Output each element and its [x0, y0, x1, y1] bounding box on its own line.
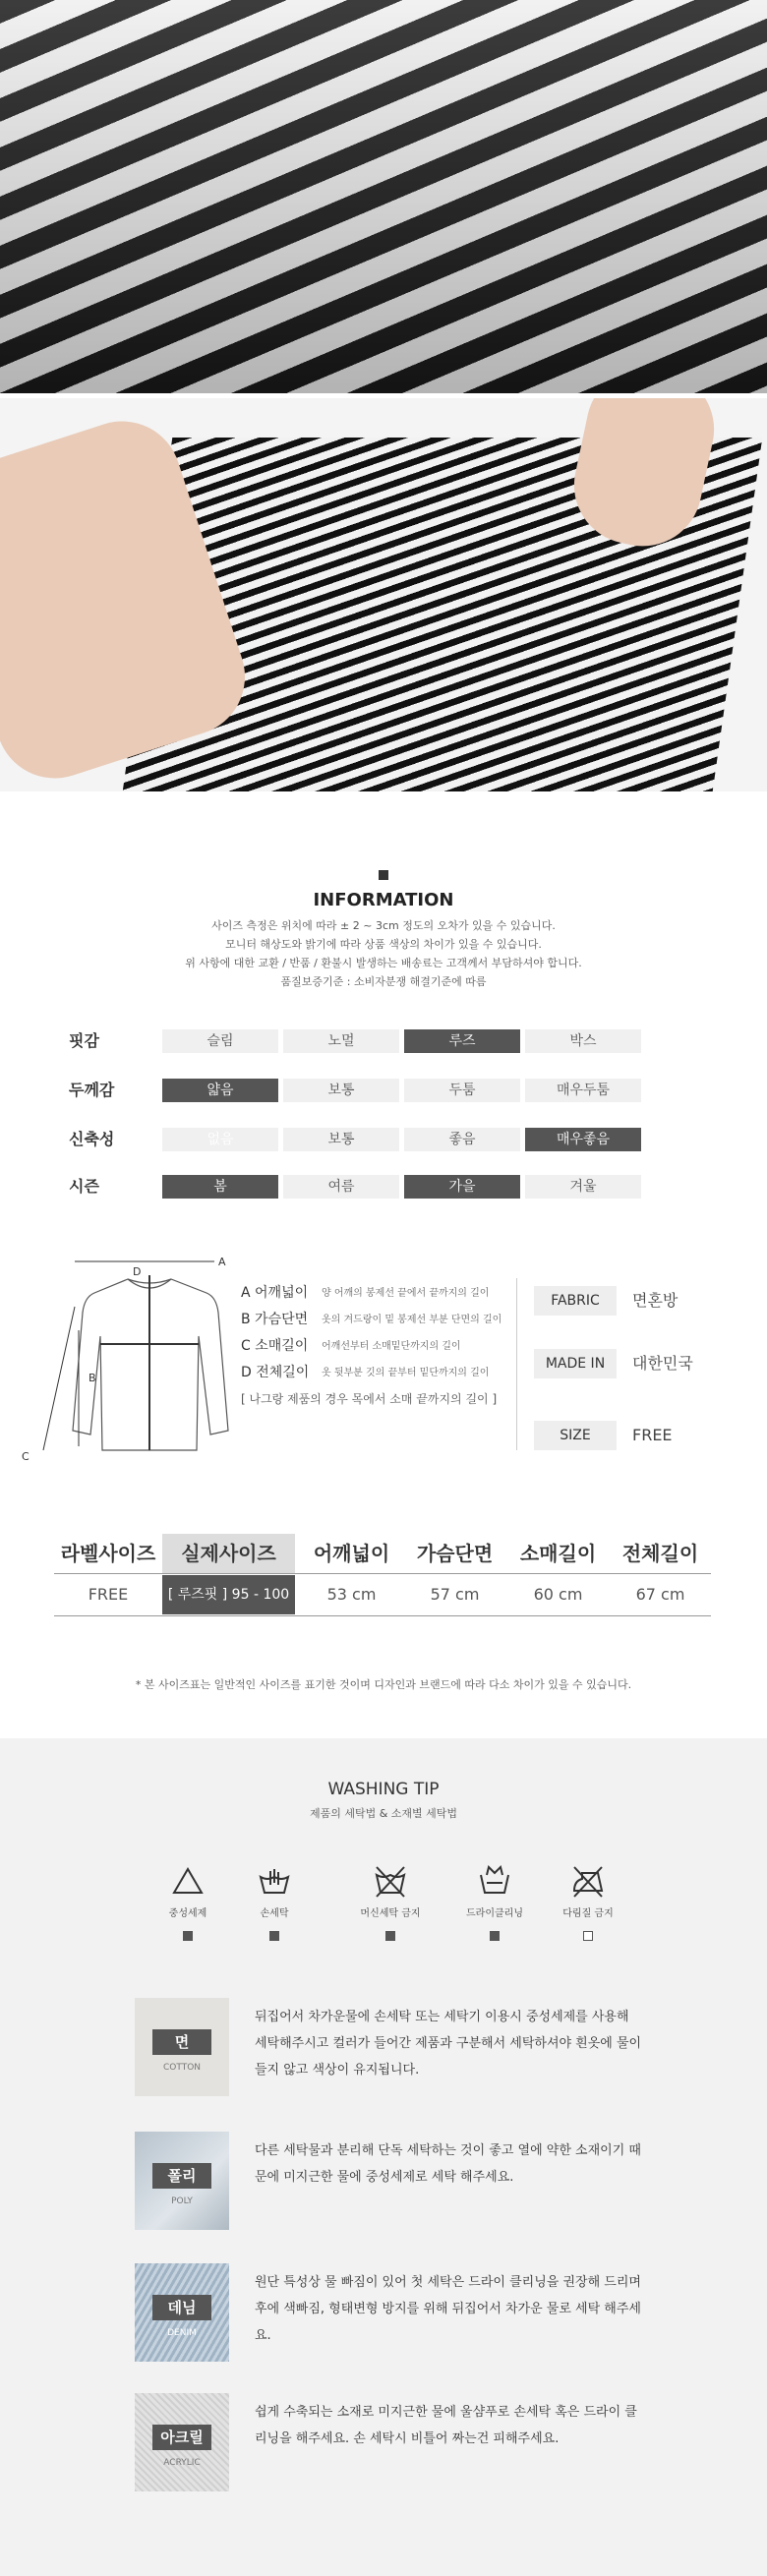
- measurement-legend: [241, 1278, 516, 1407]
- measurement-desc: 옷 뒷부분 깃의 끝부터 밑단까지의 길이: [322, 1368, 490, 1378]
- wash-item: [220, 1863, 328, 1941]
- spec-key: SIZE: [534, 1421, 617, 1450]
- material-denim: [135, 2263, 641, 2362]
- no-iron-icon: [568, 1863, 608, 1899]
- fabric-stretch-photo: [0, 398, 767, 791]
- wash-label: 중성세제: [168, 1908, 207, 1919]
- material-badge: 데님: [152, 2295, 211, 2320]
- feature-label: 핏감: [69, 1031, 99, 1050]
- measurement-item: [241, 1358, 516, 1384]
- material-en: DENIM: [167, 2328, 197, 2338]
- dry-clean-icon: [475, 1863, 514, 1899]
- size-cell: 60 cm: [533, 1585, 583, 1604]
- wash-label: 드라이클리닝: [466, 1908, 523, 1919]
- tub-icon: [168, 1863, 207, 1899]
- material-en: ACRYLIC: [163, 2458, 201, 2468]
- measurement-key: B 가슴단면: [241, 1311, 309, 1327]
- feature-label: 시즌: [69, 1177, 99, 1196]
- spec-value: 면혼방: [632, 1291, 678, 1310]
- size-cell: FREE: [88, 1585, 129, 1604]
- material-cotton: [135, 1998, 642, 2096]
- feature-option: 슬림: [162, 1029, 278, 1053]
- measurement-item: [241, 1278, 516, 1305]
- info-notes: [0, 916, 767, 991]
- feature-option: 매우두툼: [525, 1079, 641, 1102]
- size-header-cell: 소매길이: [519, 1542, 597, 1565]
- feature-option: 좋음: [404, 1128, 520, 1151]
- measurement-desc: 어깨선부터 소매밑단까지의 길이: [322, 1341, 461, 1352]
- material-swatch: [135, 2393, 229, 2491]
- wash-item: [336, 1863, 444, 1941]
- size-header-cell: 가슴단면: [416, 1542, 494, 1565]
- material-en: POLY: [171, 2196, 193, 2206]
- hand-wash-icon: [255, 1863, 294, 1899]
- wash-item: [441, 1863, 549, 1941]
- wash-check: [269, 1931, 279, 1941]
- size-table-header: [54, 1534, 711, 1573]
- feature-option: 보통: [283, 1079, 399, 1102]
- table-rule: [54, 1615, 711, 1616]
- spec-value: FREE: [632, 1426, 673, 1444]
- material-care-text: 뒤집어서 차가운물에 손세탁 또는 세탁기 이용시 중성세제를 사용해 세탁해주시고 컬러가 들어간 제품과 구분해서 세탁하셔야 흰옷에 물이 들지 않고 색상이 유지됩니다.: [255, 2010, 642, 2078]
- shirt-measurement-diagram: [20, 1254, 246, 1460]
- material-en: COTTON: [162, 2063, 202, 2073]
- size-header-cell: 실제사이즈: [162, 1534, 295, 1573]
- material-care-text: 원단 특성상 물 빠짐이 있어 첫 세탁은 드라이 클리닝을 권장해 드리며 후에 색빠짐, 형태변형 방지를 위해 뒤집어서 차가운 물로 세탁 해주세요.: [255, 2275, 641, 2343]
- info-note: 위 사항에 대한 교환 / 반품 / 환불시 발생하는 배송료는 고객께서 부담하셔야 합니다.: [185, 957, 582, 969]
- material-badge: 폴리: [152, 2163, 211, 2189]
- raglan-note: [ 나그랑 제품의 경우 목에서 소매 끝까지의 길이 ]: [241, 1392, 498, 1406]
- material-badge: 면: [152, 2029, 211, 2055]
- diagram-label-c: C: [22, 1450, 30, 1460]
- wash-check-empty: [583, 1931, 593, 1941]
- info-note: 모니터 해상도와 밝기에 따라 상품 색상의 차이가 있을 수 있습니다.: [225, 938, 542, 951]
- measurement-desc: 양 어깨의 봉제선 끝에서 끝까지의 길이: [322, 1288, 490, 1299]
- feature-label: 신축성: [69, 1130, 115, 1148]
- feature-option-selected: 매우좋음: [525, 1128, 641, 1151]
- size-table-row: [54, 1575, 711, 1614]
- size-cell: 67 cm: [635, 1585, 685, 1604]
- feature-option: 겨울: [525, 1175, 641, 1199]
- size-footnote: * 본 사이즈표는 일반적인 사이즈를 표기한 것이며 디자인과 브랜드에 따라 다소 차이가 있을 수 있습니다.: [135, 1678, 632, 1691]
- wash-label: 다림질 금지: [562, 1908, 614, 1919]
- spec-key: MADE IN: [534, 1349, 617, 1378]
- size-header-cell: 라벨사이즈: [60, 1542, 156, 1565]
- size-header-cell: 어깨넓이: [313, 1542, 390, 1565]
- washing-subtitle: 제품의 세탁법 & 소재별 세탁법: [309, 1807, 458, 1820]
- feature-option: 보통: [283, 1128, 399, 1151]
- size-cell: 53 cm: [326, 1585, 377, 1604]
- material-care-text: 쉽게 수축되는 소재로 미지근한 물에 울샴푸로 손세탁 혹은 드라이 클리닝을 해주세요. 손 세탁시 비틀어 짜는건 피해주세요.: [255, 2405, 637, 2446]
- feature-label: 두께감: [69, 1081, 115, 1099]
- measurement-desc: 옷의 겨드랑이 밑 봉제선 부분 단면의 길이: [322, 1315, 502, 1325]
- feature-option-selected: 얇음: [162, 1079, 278, 1102]
- size-cell: [ 루즈핏 ] 95 - 100: [162, 1575, 295, 1614]
- measurement-key: C 소매길이: [241, 1337, 309, 1354]
- table-rule: [54, 1573, 711, 1574]
- size-cell: 57 cm: [430, 1585, 480, 1604]
- wash-label: 머신세탁 금지: [360, 1908, 421, 1919]
- washing-title: WASHING TIP: [327, 1780, 440, 1799]
- feature-option-selected: 루즈: [404, 1029, 520, 1053]
- size-table: [54, 1534, 711, 1612]
- material-poly: [135, 2132, 641, 2230]
- feature-option: 여름: [283, 1175, 399, 1199]
- spec-value: 대한민국: [632, 1354, 693, 1373]
- material-acrylic: [135, 2393, 636, 2491]
- wash-label: 손세탁: [260, 1908, 289, 1919]
- diagram-label-b: B: [88, 1372, 96, 1384]
- diagram-label-a: A: [218, 1256, 226, 1268]
- info-title: INFORMATION: [313, 890, 454, 910]
- material-care-text: 다른 세탁물과 분리해 단독 세탁하는 것이 좋고 열에 약한 소재이기 때문에 미지근한 물에 중성세제로 세탁 해주세요.: [255, 2143, 641, 2185]
- feature-option-selected: 가을: [404, 1175, 520, 1199]
- info-note: 사이즈 측정은 위치에 따라 ± 2 ~ 3cm 정도의 오차가 있을 수 있습니다.: [211, 919, 556, 932]
- feature-option: 노멀: [283, 1029, 399, 1053]
- info-note: 품질보증기준 : 소비자분쟁 해결기준에 따름: [280, 975, 487, 988]
- fabric-closeup-photo: [0, 0, 767, 393]
- measurement-item: [241, 1331, 516, 1358]
- measurement-key: D 전체길이: [241, 1364, 310, 1380]
- size-header-cell: 전체길이: [621, 1542, 699, 1565]
- feature-option: 박스: [525, 1029, 641, 1053]
- material-badge: 아크릴: [152, 2425, 211, 2450]
- material-swatch: [135, 2132, 229, 2230]
- wash-item: [534, 1863, 642, 1941]
- wash-check: [490, 1931, 500, 1941]
- feature-option: 두툼: [404, 1079, 520, 1102]
- wash-check: [183, 1931, 193, 1941]
- feature-option-selected: 봄: [162, 1175, 278, 1199]
- diagram-label-d: D: [133, 1265, 142, 1278]
- divider: [516, 1278, 517, 1450]
- wash-check: [385, 1931, 395, 1941]
- material-swatch: [135, 2263, 229, 2362]
- measurement-key: A 어깨넓이: [241, 1284, 309, 1301]
- feature-option: 없음: [162, 1128, 278, 1151]
- section-marker: [379, 870, 388, 880]
- measurement-item: [241, 1305, 516, 1331]
- no-machine-wash-icon: [371, 1863, 410, 1899]
- material-swatch: [135, 1998, 229, 2096]
- spec-key: FABRIC: [534, 1286, 617, 1316]
